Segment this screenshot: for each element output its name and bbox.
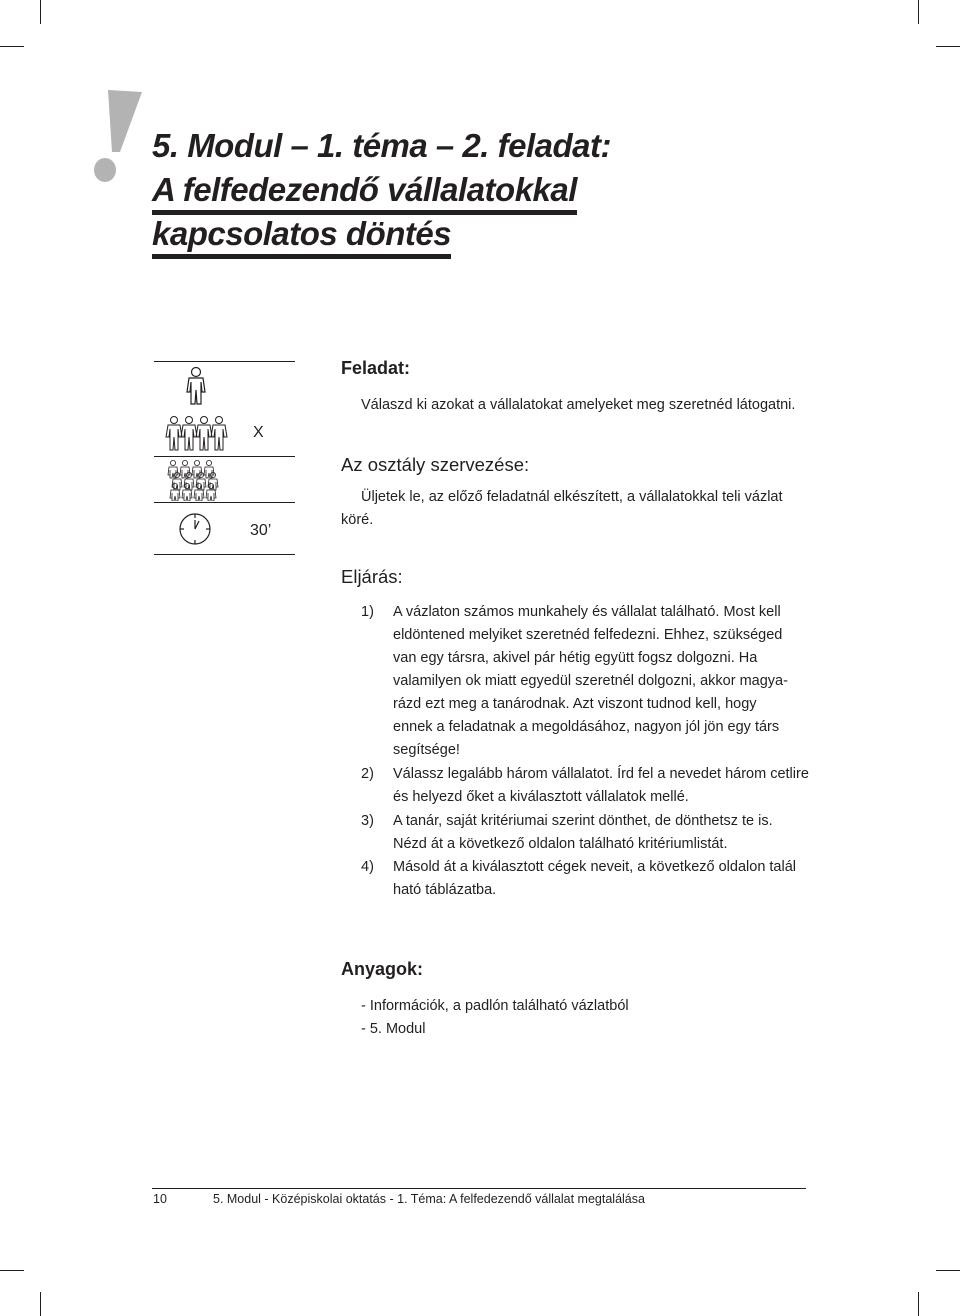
time-label: 30’ bbox=[250, 522, 272, 539]
step-text bbox=[393, 763, 813, 809]
feladat-heading: Feladat: bbox=[341, 358, 411, 378]
step-line: A vázlaton számos munkahely és vállalat található. Most kell bbox=[393, 604, 781, 620]
step-line: Másold át a kiválasztott cégek neveit, a következő oldalon talál bbox=[393, 859, 797, 875]
step-line: A tanár, saját kritériumai szerint dönthet, de dönthetsz te is. bbox=[393, 813, 773, 829]
title-line-1: 5. Modul – 1. téma – 2. feladat: bbox=[152, 127, 611, 164]
small-group-icon bbox=[165, 414, 229, 454]
footer-rule bbox=[152, 1188, 806, 1189]
step-line: és helyezd őket a kiválasztott vállalatok mellé. bbox=[393, 789, 689, 805]
group-mark: X bbox=[253, 424, 264, 441]
footer-text: 5. Modul - Középiskolai oktatás - 1. Téma: A felfedezendő vállalat megtalálása bbox=[213, 1192, 645, 1206]
step-line: van egy társra, akivel pár hétig együtt fogsz dolgozni. Ha bbox=[393, 650, 758, 666]
szervezes-line-1: Üljetek le, az előző feladatnál elkészített, a vállalatokkal teli vázlat bbox=[361, 489, 783, 505]
title-line-2: A felfedezendő vállalatokkal bbox=[152, 168, 577, 212]
step-number: 1) bbox=[361, 604, 374, 620]
step-number: 3) bbox=[361, 813, 374, 829]
step-line: rázd ezt meg a tanárodnak. Azt viszont tudnod kell, hogy bbox=[393, 696, 757, 712]
step-line: eldöntened melyiket szeretnéd felfedezni. Ehhez, szükséged bbox=[393, 627, 783, 643]
step-text bbox=[393, 601, 813, 762]
page-number: 10 bbox=[153, 1192, 167, 1206]
step-line: segítsége! bbox=[393, 742, 460, 758]
szervezes-line-2: köré. bbox=[341, 512, 374, 528]
title-line-3: kapcsolatos döntés bbox=[152, 212, 451, 256]
step-line: ennek a feladatnak a megoldásához, nagyon jól jön egy társ bbox=[393, 719, 780, 735]
step-text bbox=[393, 810, 813, 856]
step-line: valamilyen ok miatt egyedül szeretnél dolgozni, akkor magya- bbox=[393, 673, 788, 689]
szervezes-heading: Az osztály szervezése: bbox=[341, 454, 530, 475]
step-line: Válassz legalább három vállalatot. Írd fel a nevedet három cetlire bbox=[393, 766, 809, 782]
exclamation-mark-icon bbox=[86, 86, 146, 186]
page-title bbox=[152, 124, 611, 256]
whole-class-icon bbox=[166, 459, 224, 501]
step-text bbox=[393, 856, 813, 902]
anyagok-item: - 5. Modul bbox=[361, 1021, 426, 1037]
anyagok-item: - Információk, a padlón található vázlatból bbox=[361, 998, 629, 1014]
step-number: 2) bbox=[361, 766, 374, 782]
clock-icon bbox=[177, 511, 213, 547]
step-line: ható táblázatba. bbox=[393, 882, 497, 898]
eljaras-heading: Eljárás: bbox=[341, 566, 403, 587]
anyagok-heading: Anyagok: bbox=[341, 959, 424, 979]
feladat-text: Válaszd ki azokat a vállalatokat amelyeket meg szeretnéd látogatni. bbox=[361, 397, 796, 413]
person-icon bbox=[183, 366, 209, 406]
step-number: 4) bbox=[361, 859, 374, 875]
step-line: Nézd át a következő oldalon található kritériumlistát. bbox=[393, 836, 728, 852]
